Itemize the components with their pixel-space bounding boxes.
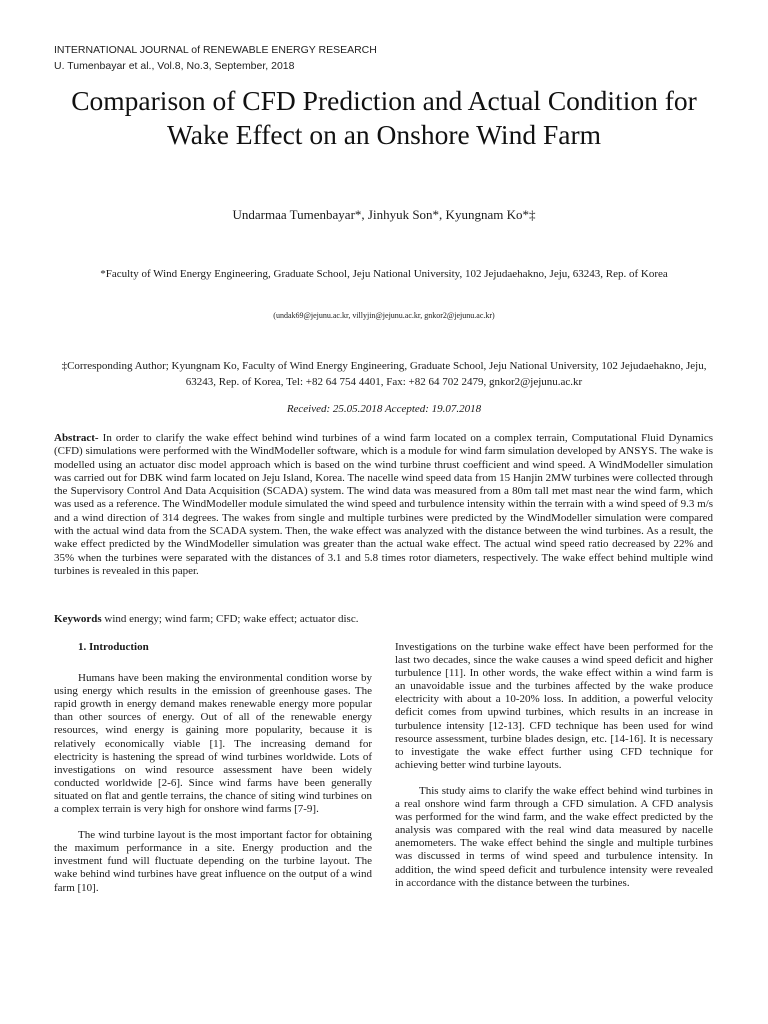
right-column — [395, 641, 713, 903]
section-heading-introduction: 1. Introduction — [78, 641, 149, 653]
corresponding-author: ‡Corresponding Author; Kyungnam Ko, Faculty of Wind Energy Engineering, Graduate School, Jeju National University, 102 Jejudaehakno, Jeju, 63243, Rep. of Korea, Tel: +82 64 754 4401, Fax: +82 64 702 2479, gnkor2@jejunu.ac.kr — [61, 360, 707, 388]
author-emails: (undak69@jejunu.ac.kr, villyjin@jejunu.ac.kr, gnkor2@jejunu.ac.kr) — [273, 311, 495, 320]
author-list: Undarmaa Tumenbayar*, Jinhyuk Son*, Kyungnam Ko*‡ — [232, 207, 536, 222]
received-dates: Received: 25.05.2018 Accepted: 19.07.2018 — [286, 403, 482, 415]
left-column — [54, 641, 372, 908]
abstract-text: In order to clarify the wake effect behind wind turbines of a wind farm located on a complex terrain, Computational Fluid Dynamics (CFD) simulations were performed with the WindModeller software, which is a module for wind farm simulation developed by ANSYS. The wake is modelled using an actuator disc model approach which is based on the wind turbine thrust coefficient and wind speed. A WindModeller simulation was carried out for DBK wind farm located on Jeju Island, Korea. The nacelle wind speed data from 15 Hanjin 2MW turbines were collected through the Supervisory Control And Data Acquisition (SCADA) system. The wind data was measured from a 80m tall met mast near the wind farm, which was used as a reference. The WindModeller module simulated the wind speed and turbulence intensity within the terrain with a wind speed of 9.3 m/s and a wind direction of 314 degrees. The wakes from single and multiple turbines were predicted by the WindModeller simulation were compared with the actual wind data from the SCADA system. Then, the wake effect was analyzed with the distance between the wind turbines. As a result, the wake effect predicted by the WindModeller simulation was greater than the actual wake effect. The actual wind speed ratio decreased by 22% and 35% when the turbines were separated with the distances of 3.1 and 5.8 times rotor diameters, respectively. The wake effect behind multiple wind turbines is revealed in this paper. — [54, 432, 713, 577]
paragraph: Investigations on the turbine wake effect have been performed for the last two decades, since the wake causes a wind speed deficit and higher turbulence [11]. In other words, the wake effect within a wind farm is an unavoidable issue and the turbines affected by the wake produce electricity with about a 10-20% loss. In addition, a powerful velocity deficit comes from upwind turbines, which results in an increase in turbulence intensity [12-13]. CFD technique has been used for wind resource assessment, turbine blades design, etc. [14-16]. It is necessary to investigate the wake effect further using CFD technique for achieving better wind turbine layouts. — [395, 641, 713, 771]
journal-name: INTERNATIONAL JOURNAL of RENEWABLE ENERGY RESEARCH — [54, 44, 377, 56]
keywords-text: wind energy; wind farm; CFD; wake effect; actuator disc. — [101, 613, 359, 625]
affiliation: *Faculty of Wind Energy Engineering, Graduate School, Jeju National University, 102 Jejudaehakno, Jeju, 63243, Rep. of Korea — [100, 268, 668, 280]
paragraph: Humans have been making the environmental condition worse by using energy which results in the emission of greenhouse gases. The rapid growth in energy demand makes renewable energy more popular than other sources of energy. Out of all of the renewable energy resources, wind energy is gaining more popularity, because it is relatively economically viable [1]. The increasing demand for electricity is hastening the spread of wind turbines worldwide. Lots of investigations on wind resource assessment have been widely conducted worldwide [2-6]. Since wind farms have been generally situated on flat and gentle terrains, the chance of siting wind turbines on a complex terrain is very high for onshore wind farms [7-9]. — [54, 672, 372, 816]
abstract-label: Abstract- — [54, 432, 99, 444]
keywords — [54, 612, 713, 626]
running-header — [54, 42, 377, 74]
keywords-label: Keywords — [54, 613, 102, 625]
paragraph: The wind turbine layout is the most important factor for obtaining the maximum performance in a site. Energy production and the investment fund will fluctuate depending on the turbine layout. The wake behind wind turbines have great influence on the output of a wind farm [10]. — [54, 829, 372, 894]
abstract — [54, 432, 713, 578]
citation-line: U. Tumenbayar et al., Vol.8, No.3, September, 2018 — [54, 60, 295, 72]
paragraph: This study aims to clarify the wake effect behind wind turbines in a real onshore wind farm through a CFD simulation. A CFD analysis was performed for the wind farm, and the wake effect predicted by the analysis was compared with the real wind data measured by nacelle anemometers. The wake effect behind the single and multiple turbines was discussed in terms of wind speed and turbulence intensity. In addition, the wind speed deficit and turbulence intensity were revealed in accordance with the distance between the turbines. — [395, 784, 713, 889]
paper-title: Comparison of CFD Prediction and Actual Condition for Wake Effect on an Onshore Wind Farm — [71, 85, 697, 150]
